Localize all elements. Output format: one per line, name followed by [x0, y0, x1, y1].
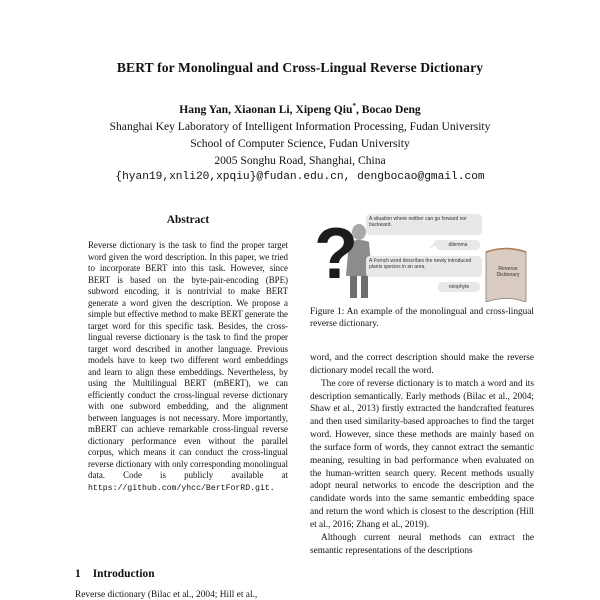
- abstract-heading: Abstract: [166, 214, 210, 226]
- affiliation-lab: Shanghai Key Laboratory of Intelligent Information Processing, Fudan University: [109, 119, 491, 133]
- affiliation-school: School of Computer Science, Fudan University: [190, 136, 410, 150]
- figure-1-illustration: [310, 210, 534, 302]
- author-names: Hang Yan, Xiaonan Li, Xipeng Qiu*, Bocao Deng: [179, 102, 421, 116]
- right-column-body: [310, 352, 534, 558]
- author-block: [0, 98, 600, 186]
- abstract-text: Reverse dictionary is the task to find the proper target word given the word description. In this paper, we tried to incorporate BERT into this task. However, since BERT is based on the byte-pair-encoding (BPE) subword encoding, it is nontrivial to make BERT generate a word given the description. We propose a simple but effective method to make BERT generate the target word for this specific task. Besides, the cross-lingual reverse dictionary is the task to find the proper target word described in another language. Previous models have to keep two different word embeddings and learn to align these embeddings. Nevertheless, by using the Multilingual BERT (mBERT), we can efficiently conduct the cross-lingual reverse dictionary with one subword embedding, and the alignment between languages is not necessary. More importantly, mBERT can achieve remarkable cross-lingual reverse dictionary performance even without the parallel corpus, which means it can conduct the cross-lingual reverse dictionary with only corresponding monolingual data. Code is publicly available at https://github.com/yhcc/BertForRD.git.: [88, 240, 288, 493]
- question-mark-icon: ?: [314, 214, 358, 294]
- paper-title: BERT for Monolingual and Cross-Lingual Reverse Dictionary: [116, 60, 484, 75]
- introduction-first-line: Reverse dictionary (Bilac et al., 2004; Hill et al.,: [75, 590, 258, 600]
- affiliation-address: 2005 Songhu Road, Shanghai, China: [214, 153, 386, 167]
- code-url[interactable]: https://github.com/yhcc/BertForRD.git.: [88, 483, 275, 493]
- corresponding-author-mark: *: [352, 102, 356, 110]
- abstract-section: [88, 214, 288, 494]
- answer-bubble-dilemma: dilemma: [436, 240, 480, 250]
- body-paragraph-neural: Although current neural methods can extract the semantic representations of the descriptions: [310, 532, 534, 556]
- body-paragraph-core: The core of reverse dictionary is to match a word and its description semantically. Early methods (Bilac et al., 2004; Shaw et al., 2013) firstly extracted the handcrafted features and then used similarity-based approaches to find the target word. However, since these methods are mainly based on the surface form of words, they cannot extract the semantic meaning, resulting in bad performance when evaluated on the human-written search query. Recent methods usually adopt neural networks to encode the description and the candidate words into the same semantic embedding space and return the word which is closest to the description (Hill et al., 2016; Zhang et al., 2019).: [310, 378, 534, 530]
- answer-bubble-neophyte: néophyte: [438, 282, 480, 292]
- continuation-paragraph: word, and the correct description should make the reverse dictionary model recall the word.: [310, 353, 534, 376]
- book-label: Reverse Dictionary: [496, 266, 520, 279]
- figure-1-caption: Figure 1: An example of the monolingual and cross-lingual reverse dictionary.: [310, 307, 534, 329]
- description-bubble-english: A situation where neither can go forward nor backward.: [366, 214, 482, 235]
- introduction-heading: 1 Introduction: [75, 568, 155, 580]
- description-bubble-french: A French word describes the newly introduced plants species in an area.: [366, 256, 482, 277]
- author-emails: {hyan19,xnli20,xpqiu}@fudan.edu.cn, dengbocao@gmail.com: [115, 170, 485, 183]
